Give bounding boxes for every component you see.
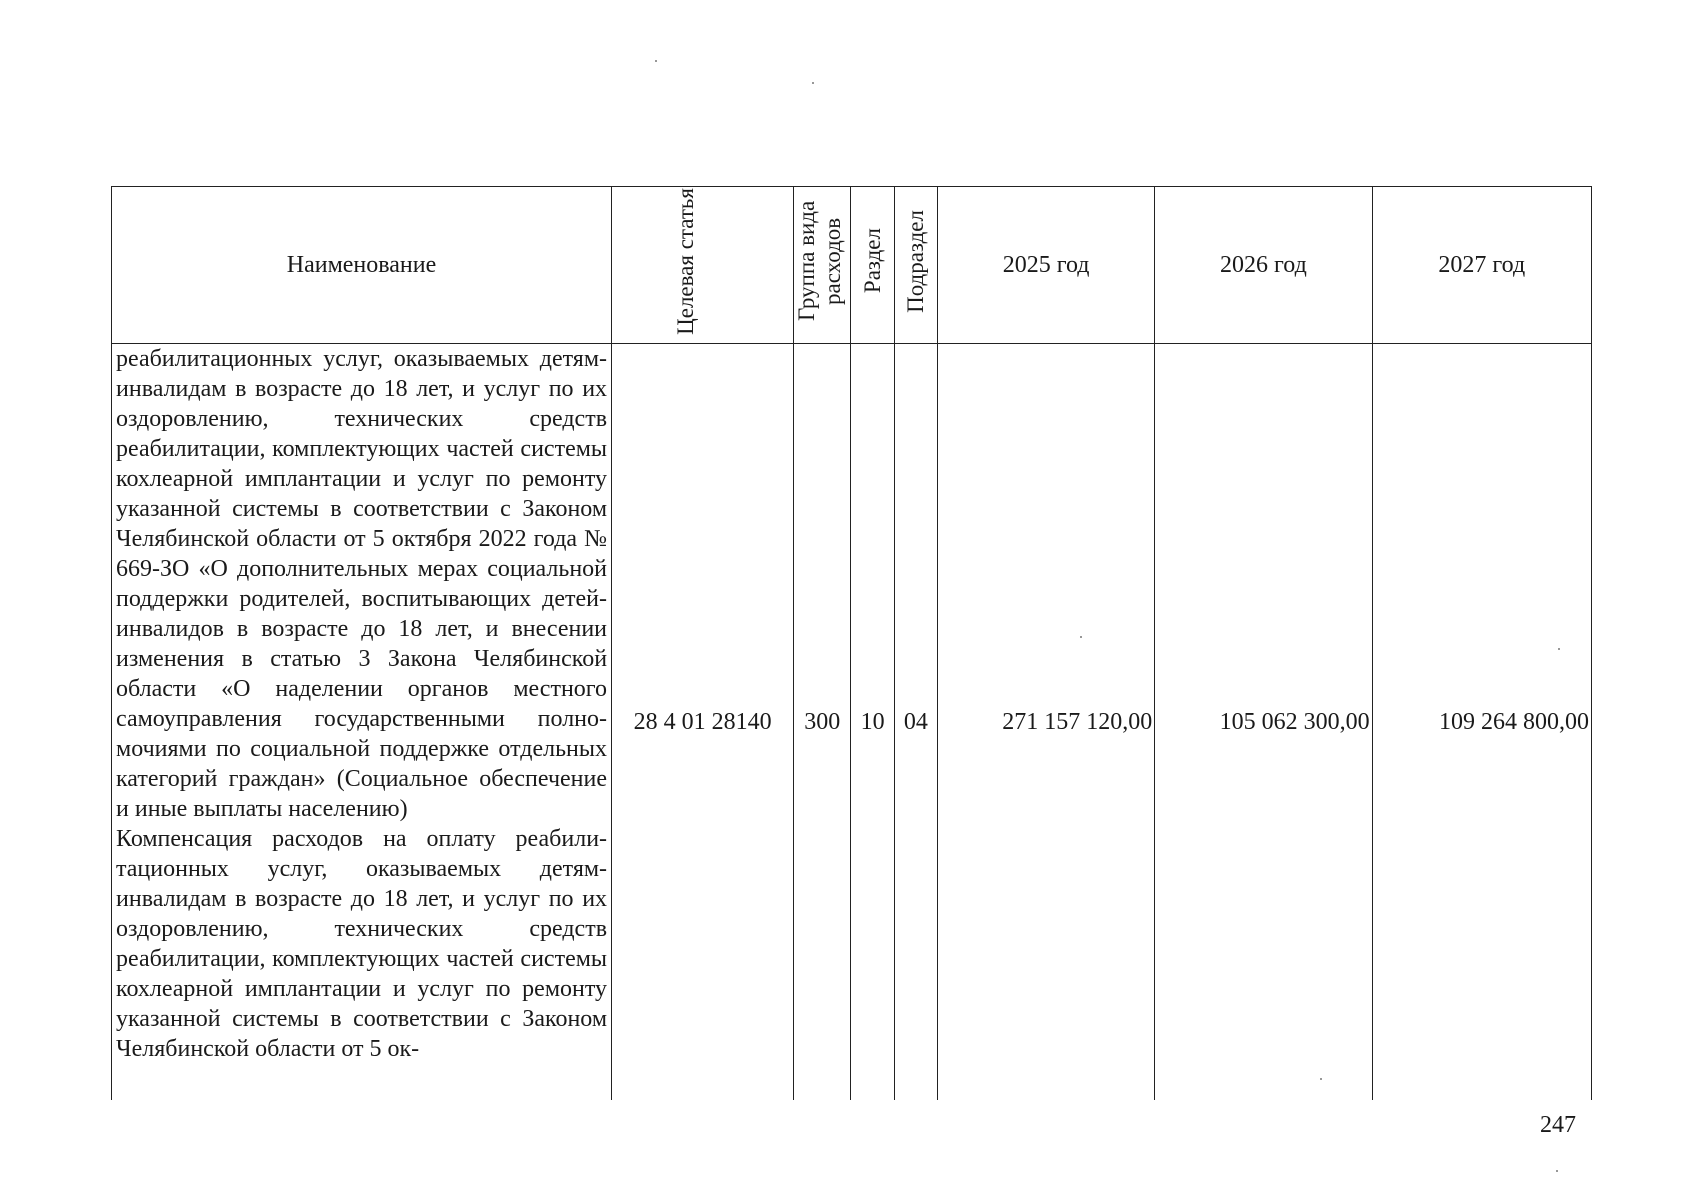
row-2025-amount: 271 157 120,00 bbox=[937, 344, 1154, 1101]
row-subsection: 04 bbox=[894, 344, 937, 1101]
header-expense-group bbox=[794, 187, 851, 344]
row-2027-amount: 109 264 800,00 bbox=[1372, 344, 1591, 1101]
scan-speck bbox=[1080, 636, 1082, 638]
scan-speck bbox=[1320, 1078, 1322, 1080]
row-name-text-part2: Компенсация расходов на оплату реабилитационных услуг, оказываемых детям-инвалидам в возрасте до 18 лет, и услуг по их оздоровлению, технических средств реабилитации, комплектующих частей системы кохлеарной имплантации и услуг по ремонту указанной системы в соответствии с Законом Челябинской области от 5 ок- bbox=[116, 826, 608, 1062]
header-name: Наименование bbox=[112, 187, 612, 344]
table-row bbox=[112, 344, 1592, 1101]
row-expense-group: 300 bbox=[794, 344, 851, 1101]
header-2027: 2027 год bbox=[1372, 187, 1591, 344]
row-section: 10 bbox=[851, 344, 894, 1101]
table-header-row bbox=[112, 187, 1592, 344]
scan-speck bbox=[812, 82, 814, 84]
header-2026: 2026 год bbox=[1155, 187, 1372, 344]
page-number: 247 bbox=[1540, 1112, 1576, 1138]
header-subsection-label: Подраздел bbox=[902, 209, 928, 313]
scan-speck bbox=[1556, 1170, 1558, 1172]
row-2026-amount: 105 062 300,00 bbox=[1155, 344, 1372, 1101]
header-target-article bbox=[612, 187, 794, 344]
row-target-article: 28 4 01 28140 bbox=[612, 344, 794, 1101]
scan-speck bbox=[655, 60, 657, 62]
scan-speck bbox=[1558, 648, 1560, 650]
header-2025: 2025 год bbox=[937, 187, 1154, 344]
header-section bbox=[851, 187, 894, 344]
header-section-label: Раздел bbox=[859, 228, 885, 294]
row-name-text-part1: реабилитационных услуг, оказываемых детям-инвалидам в возрасте до 18 лет, и услуг по их оздоровлению, технических средств реабилитации, комплектующих частей системы кохлеарной имплантации и услуг по ремонту указанной системы в соответствии с Законом Челябинской области от 5 октября 2022 года № 669-ЗО «О дополнительных мерах социальной поддержки родителей, воспитывающих детей-инвалидов в возрасте до 18 лет, и внесении изменения в статью 3 Закона Челябинской области «О наделении органов местного самоуправления государственными полномочиями по социальной поддержке отдельных категорий граждан» (Социальное обеспечение и иные выплаты населению) bbox=[116, 346, 608, 822]
header-subsection bbox=[894, 187, 937, 344]
row-name-cell bbox=[112, 344, 612, 1101]
header-expense-group-label: Группа вида расходов bbox=[794, 200, 846, 322]
budget-table bbox=[111, 186, 1592, 1100]
header-target-article-label: Целевая статья bbox=[672, 187, 698, 335]
